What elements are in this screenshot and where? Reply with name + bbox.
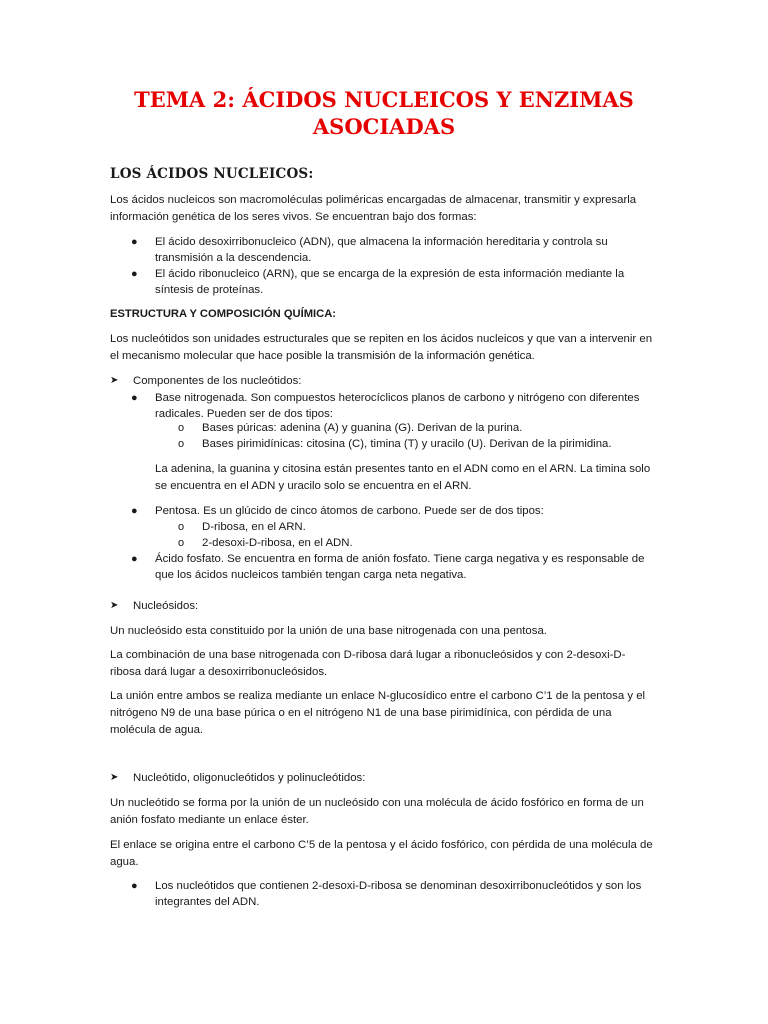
- nucleosidos-title: Nucleósidos:: [133, 600, 199, 612]
- bullet-icon: ●: [131, 880, 138, 892]
- sub-bullet-icon: o: [178, 537, 185, 549]
- nucleosidos-paragraph-3: La unión entre ambos se realiza mediante un enlace N-glucosídico entre el carbono C’1 de la pentosa y el nitrógeno N9 de una base púrica o en el nitrógeno N1 de una base pirimidínica, con pérdida de una molécula de agua.: [110, 690, 646, 736]
- section-heading-estructura: ESTRUCTURA Y COMPOSICIÓN QUÍMICA:: [110, 308, 337, 320]
- sub-bullet-icon: o: [178, 422, 185, 434]
- sub-item-bases-puricas: Bases púricas: adenina (A) y guanina (G). Derivan de la purina.: [202, 422, 523, 434]
- intro-paragraph: Los ácidos nucleicos son macromoléculas poliméricas encargadas de almacenar, transmitir y expresarla información genética de los seres vivos. Se encuentran bajo dos formas:: [110, 194, 637, 223]
- bullet-icon: ●: [131, 268, 138, 280]
- bullet-icon: ●: [131, 553, 138, 565]
- nucleotido-paragraph-1: Un nucleótido se forma por la unión de un nucleósido con una molécula de ácido fosfórico en forma de un anión fosfato mediante un enlace éster.: [110, 797, 644, 826]
- sub-item-desoxi-ribosa: 2-desoxi-D-ribosa, en el ADN.: [202, 537, 353, 549]
- list-item-acido-fosfato: Ácido fosfato. Se encuentra en forma de anión fosfato. Tiene carga negativa y es responsable de que los ácidos nucleicos también tengan carga neta negativa.: [155, 553, 645, 581]
- list-item-pentosa: Pentosa. Es un glúcido de cinco átomos de carbono. Puede ser de dos tipos:: [155, 505, 544, 517]
- sub-bullet-icon: o: [178, 521, 185, 533]
- nucleotido-title: Nucleótido, oligonucleótidos y polinucleótidos:: [133, 772, 366, 784]
- bullet-icon: ●: [131, 236, 138, 248]
- list-item-base-nitrogenada: Base nitrogenada. Son compuestos heterocíclicos planos de carbono y nitrógeno con diferentes radicales. Pueden ser de dos tipos:: [155, 392, 640, 420]
- arrow-bullet-icon: ➤: [110, 375, 119, 386]
- arrow-bullet-icon: ➤: [110, 600, 119, 611]
- bullet-icon: ●: [131, 505, 138, 517]
- nucleotido-paragraph-2: El enlace se origina entre el carbono C’5 de la pentosa y el ácido fosfórico, con pérdida de una molécula de agua.: [110, 839, 653, 868]
- bases-note-paragraph: La adenina, la guanina y citosina están presentes tanto en el ADN como en el ARN. La timina solo se encuentra en el ADN y uracilo solo se encuentra en el ARN.: [155, 463, 651, 492]
- bullet-icon: ●: [131, 392, 138, 404]
- section-heading-acidos-nucleicos: LOS ÁCIDOS NUCLEICOS:: [110, 166, 314, 182]
- list-item-adn: El ácido desoxirribonucleico (ADN), que almacena la información hereditaria y controla su transmisión a la descendencia.: [155, 236, 608, 264]
- arrow-bullet-icon: ➤: [110, 772, 119, 783]
- nucleosidos-paragraph-2: La combinación de una base nitrogenada con D-ribosa dará lugar a ribonucleósidos y con 2-desoxi-D-ribosa dará lugar a desoxirribonucleósidos.: [110, 649, 626, 678]
- list-item-desoxirribonucleotidos: Los nucleótidos que contienen 2-desoxi-D-ribosa se denominan desoxirribonucleótidos y son los integrantes del ADN.: [155, 880, 642, 908]
- sub-item-bases-pirimidinicas: Bases pirimidínicas: citosina (C), timina (T) y uracilo (U). Derivan de la pirimidina.: [202, 438, 612, 450]
- sub-item-d-ribosa: D-ribosa, en el ARN.: [202, 521, 306, 533]
- sub-bullet-icon: o: [178, 438, 185, 450]
- document-title: TEMA 2: ÁCIDOS NUCLEICOS Y ENZIMAS ASOCIADAS: [134, 87, 634, 139]
- nucleosidos-paragraph-1: Un nucleósido esta constituido por la unión de una base nitrogenada con una pentosa.: [110, 625, 547, 637]
- components-title: Componentes de los nucleótidos:: [133, 375, 302, 387]
- nucleotidos-paragraph: Los nucleótidos son unidades estructurales que se repiten en los ácidos nucleicos y que van a intervenir en el mecanismo molecular que hace posible la transmisión de la información genética.: [110, 333, 653, 362]
- list-item-arn: El ácido ribonucleico (ARN), que se encarga de la expresión de esta información mediante la síntesis de proteínas.: [155, 268, 625, 296]
